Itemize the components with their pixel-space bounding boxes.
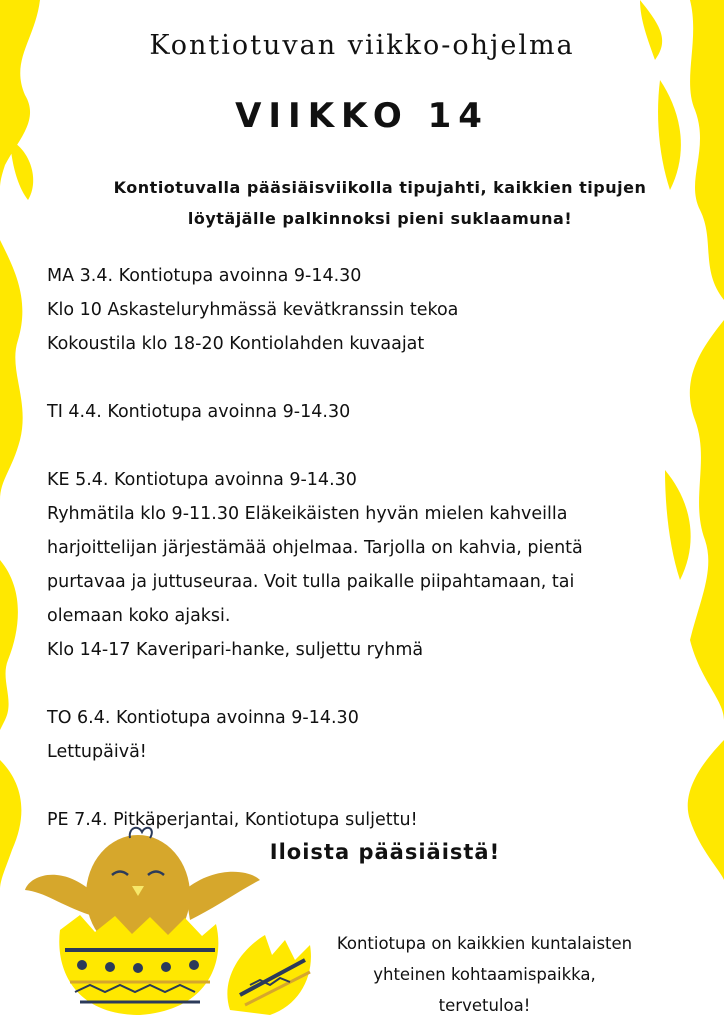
footer-line: Kontiotupa on kaikkien kuntalaisten [336, 934, 633, 953]
spacer [47, 667, 677, 701]
spacer [47, 769, 677, 803]
schedule-line: Kokoustila klo 18-20 Kontiolahden kuvaajat [47, 334, 425, 354]
schedule-line: TI 4.4. Kontiotupa avoinna 9-14.30 [47, 402, 351, 422]
footer-line: tervetuloa! [438, 996, 531, 1015]
week-heading: VIIKKO 14 [235, 96, 489, 136]
spacer [47, 429, 677, 463]
easter-greeting: Iloista pääsiäistä! [269, 840, 501, 864]
schedule-line: PE 7.4. Pitkäperjantai, Kontiotupa suljettu! [47, 810, 418, 830]
schedule-thursday [47, 701, 677, 769]
intro-line: löytäjälle palkinnoksi pieni suklaamuna! [187, 209, 573, 228]
schedule-wednesday [47, 463, 677, 667]
schedule-line: harjoittelijan järjestämää ohjelmaa. Tarjolla on kahvia, pientä [47, 538, 583, 558]
schedule-monday [47, 259, 677, 361]
schedule-line: TO 6.4. Kontiotupa avoinna 9-14.30 [47, 708, 359, 728]
intro-line: Kontiotuvalla pääsiäisviikolla tipujahti, kaikkien tipujen [113, 178, 647, 197]
intro-text [60, 172, 700, 234]
page-title: Kontiotuvan viikko-ohjelma [149, 30, 575, 61]
schedule-line: Ryhmätila klo 9-11.30 Eläkeikäisten hyvän mielen kahveilla [47, 504, 568, 524]
schedule-line: MA 3.4. Kontiotupa avoinna 9-14.30 [47, 266, 362, 286]
schedule-line: Klo 10 Askasteluryhmässä kevätkranssin tekoa [47, 300, 459, 320]
spacer [47, 361, 677, 395]
schedule-line: olemaan koko ajaksi. [47, 606, 231, 626]
footer-message [312, 928, 657, 1021]
schedule-line: Lettupäivä! [47, 742, 147, 762]
schedule-line: KE 5.4. Kontiotupa avoinna 9-14.30 [47, 470, 357, 490]
schedule-tuesday [47, 395, 677, 429]
schedule-line: purtavaa ja juttuseuraa. Voit tulla paikalle piipahtamaan, tai [47, 572, 575, 592]
schedule-line: Klo 14-17 Kaveripari-hanke, suljettu ryhmä [47, 640, 424, 660]
footer-line: yhteinen kohtaamispaikka, [373, 965, 596, 984]
weekly-schedule [47, 259, 677, 837]
